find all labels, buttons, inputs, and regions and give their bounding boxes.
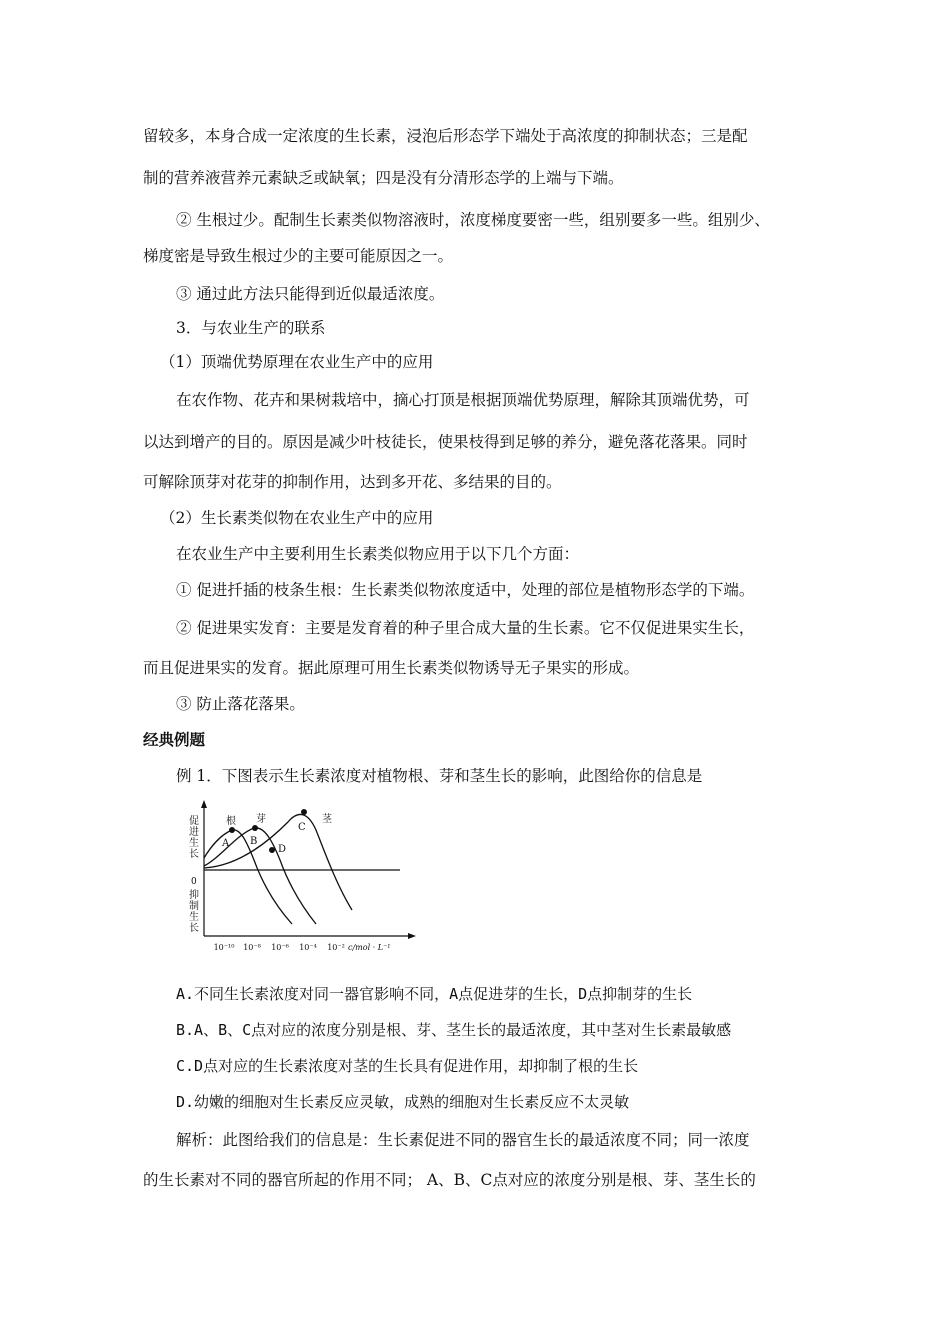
analysis-line: 的生长素对不同的器官所起的作用不同； A、B、C点对应的浓度分别是根、芽、茎生长的 [143, 1171, 756, 1189]
option-c: C.D点对应的生长素浓度对茎的生长具有促进作用，却抑制了根的生长 [176, 1057, 639, 1075]
paragraph-line: 而且促进果实的发育。据此原理可用生长素类似物诱导无子果实的形成。 [143, 659, 640, 677]
x-axis-arrow [408, 933, 416, 939]
analysis-line: 解析：此图给我们的信息是：生长素促进不同的器官生长的最适浓度不同；同一浓度 [176, 1131, 750, 1149]
y-label-promote: 促进生长 [189, 816, 199, 860]
paragraph-line: 在农业生产中主要利用生长素类似物应用于以下几个方面： [176, 545, 580, 563]
paragraph-line: 可解除顶芽对花芽的抑制作用，达到多开花、多结果的目的。 [143, 473, 562, 491]
x-axis-unit: c/mol · L⁻¹ [348, 943, 391, 952]
x-tick-label: 10⁻² [327, 943, 345, 952]
paragraph-line: ② 生根过少。配制生长素类似物溶液时，浓度梯度要密一些，组别要多一些。组别少、 [176, 211, 770, 229]
x-tick-label: 10⁻⁴ [299, 943, 317, 952]
paragraph-line: 梯度密是导致生根过少的主要可能原因之一。 [143, 247, 454, 265]
x-tick-label: 10⁻⁸ [243, 943, 261, 952]
subsection-heading: 3．与农业生产的联系 [176, 319, 326, 337]
question-stem: 例 1．下图表示生长素浓度对植物根、芽和茎生长的影响，此图给你的信息是 [176, 767, 703, 785]
y-label-inhibit: 抑制生长 [189, 890, 199, 934]
curve-label-stem: 茎 [322, 814, 332, 825]
x-tick-label: 10⁻⁶ [271, 943, 289, 952]
point-label-d: D [278, 844, 287, 855]
paragraph-line: 在农作物、花卉和果树栽培中，摘心打顶是根据顶端优势原理，解除其顶端优势，可 [176, 391, 750, 409]
paragraph-line: ③ 通过此方法只能得到近似最适浓度。 [176, 285, 445, 303]
section-heading: 经典例题 [143, 731, 206, 749]
paragraph-line: 留较多，本身合成一定浓度的生长素，浸泡后形态学下端处于高浓度的抑制状态；三是配 [143, 127, 748, 145]
point-b-dot [252, 825, 258, 831]
option-b: B.A、B、C点对应的浓度分别是根、芽、茎生长的最适浓度，其中茎对生长素最敏感 [176, 1021, 732, 1039]
point-label-b: B [250, 836, 258, 847]
subsection-heading: （1）顶端优势原理在农业生产中的应用 [160, 353, 434, 371]
curve-label-bud: 芽 [256, 814, 266, 825]
paragraph-line: 制的营养液营养元素缺乏或缺氧；四是没有分清形态学的上端与下端。 [143, 169, 624, 187]
zero-label: 0 [191, 877, 197, 887]
x-tick-label: 10⁻¹⁰ [213, 943, 235, 952]
stem-curve [204, 814, 352, 910]
paragraph-line: ② 促进果实发育：主要是发育着的种子里合成大量的生长素。它不仅促进果实生长， [176, 619, 755, 637]
paragraph-line: ① 促进扦插的枝条生根：生长素类似物浓度适中，处理的部位是植物形态学的下端。 [176, 581, 755, 599]
subsection-heading: （2）生长素类似物在农业生产中的应用 [160, 509, 434, 527]
point-label-c: C [298, 822, 306, 833]
curve-label-root: 根 [226, 816, 236, 827]
option-d: D.幼嫩的细胞对生长素反应灵敏，成熟的细胞对生长素反应不太灵敏 [176, 1093, 630, 1111]
point-c-dot [301, 809, 307, 815]
point-d-dot [269, 847, 275, 853]
auxin-concentration-figure [180, 800, 420, 960]
paragraph-line: 以达到增产的目的。原因是减少叶枝徒长，使果枝得到足够的养分，避免落花落果。同时 [143, 433, 748, 451]
point-label-a: A [222, 838, 230, 849]
paragraph-line: ③ 防止落花落果。 [176, 695, 305, 713]
point-a-dot [229, 827, 235, 833]
option-a: A.不同生长素浓度对同一器官影响不同，A点促进芽的生长，D点抑制芽的生长 [176, 985, 693, 1003]
y-axis-arrow [201, 800, 207, 808]
